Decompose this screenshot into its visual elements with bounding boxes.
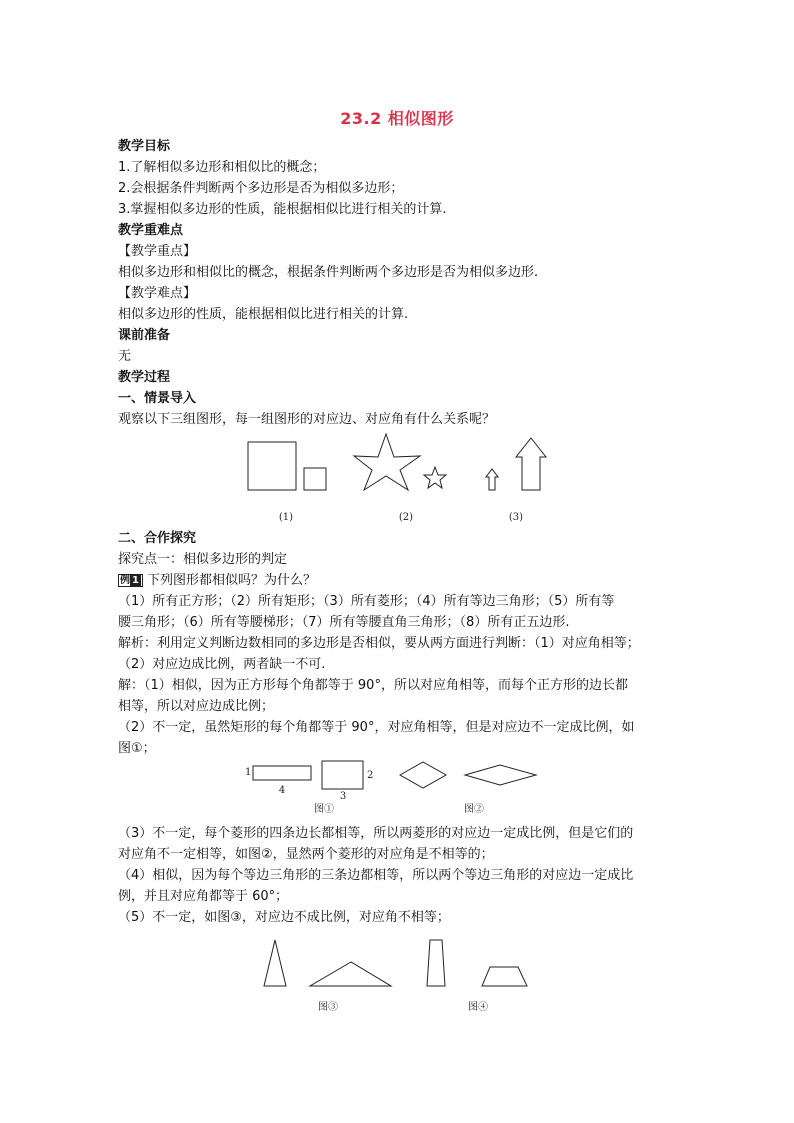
figures-3-4-svg bbox=[118, 928, 678, 1016]
rectangle-a bbox=[253, 766, 311, 780]
page-title: 23.2 相似图形 bbox=[340, 109, 454, 128]
rect-b-label-side: 2 bbox=[367, 770, 374, 781]
solution-3-line-2: 对应角不一定相等，如图②，显然两个菱形的对应角是不相等的； bbox=[118, 847, 494, 862]
focus-label: 【教学重点】 bbox=[118, 244, 197, 259]
caption-fig-3: 图③ bbox=[318, 1002, 338, 1013]
solution-4-line-2: 例，并且对应角都等于 60°； bbox=[118, 889, 289, 904]
solution-5-line-1: （5）不一定，如图③，对应边不成比例，对应角不相等； bbox=[118, 910, 450, 925]
large-square bbox=[248, 442, 296, 490]
solution-2-line-1: （2）不一定，虽然矩形的每个角都等于 90°，对应角相等，但是对应边不一定成比例，如 bbox=[118, 720, 635, 735]
goals-heading: 教学目标 bbox=[118, 139, 171, 154]
options-line-2: 腰三角形；（6）所有等腰梯形；（7）所有等腰直角三角形；（8）所有正五边形. bbox=[118, 615, 570, 630]
key-heading: 教学重难点 bbox=[118, 223, 184, 238]
goal-item-3: 3.掌握相似多边形的性质，能根据相似比进行相关的计算. bbox=[118, 202, 447, 217]
rect-a-label-side: 1 bbox=[245, 767, 252, 778]
rhombus-a bbox=[400, 762, 446, 788]
section1-text: 观察以下三组图形，每一组图形的对应边、对应角有什么关系呢？ bbox=[118, 412, 496, 427]
goal-item-2: 2.会根据条件判断两个多边形是否为相似多边形； bbox=[118, 181, 404, 196]
solution-3-line-1: （3）不一定，每个菱形的四条边长都相等，所以两菱形的对应边一定成比例，但是它们的 bbox=[118, 826, 634, 841]
rect-a-label-base: 4 bbox=[278, 785, 286, 796]
example-tag: 例 bbox=[120, 575, 130, 586]
tall-isosceles-trapezoid bbox=[427, 940, 445, 986]
process-heading: 教学过程 bbox=[118, 370, 171, 385]
analysis-line-2: （2）对应边成比例，两者缺一不可. bbox=[118, 657, 326, 672]
explore-point-1: 探究点一：相似多边形的判定 bbox=[118, 552, 288, 567]
wide-isosceles-trapezoid bbox=[482, 967, 527, 986]
caption-group-1: (1) bbox=[278, 512, 294, 523]
example-1-question bbox=[118, 570, 678, 591]
section2-heading: 二、合作探究 bbox=[118, 531, 197, 546]
small-square bbox=[304, 468, 326, 490]
caption-group-2: (2) bbox=[398, 512, 414, 523]
prep-heading: 课前准备 bbox=[118, 328, 171, 343]
solution-1-line-2: 相等，所以对应边成比例； bbox=[118, 699, 275, 714]
section1-heading: 一、情景导入 bbox=[118, 391, 197, 406]
figures-3-4 bbox=[118, 928, 678, 1016]
tall-isosceles-triangle bbox=[264, 940, 286, 986]
figures-1-2 bbox=[118, 759, 678, 823]
figures-1-2-svg bbox=[118, 759, 678, 823]
caption-fig-4: 图④ bbox=[468, 1002, 488, 1013]
caption-fig-1: 图① bbox=[314, 804, 334, 815]
solution-1-line-1: 解：（1）相似，因为正方形每个角都等于 90°，所以对应角相等，而每个正方形的边长都 bbox=[118, 678, 628, 693]
intro-figures-svg bbox=[118, 430, 678, 528]
wide-isosceles-triangle bbox=[310, 962, 391, 986]
small-star bbox=[424, 467, 446, 488]
large-star bbox=[354, 434, 420, 490]
example-number: 1 bbox=[132, 575, 139, 586]
difficulty-text: 相似多边形的性质，能根据相似比进行相关的计算. bbox=[118, 307, 409, 322]
example-question-text: 下列图形都相似吗？为什么？ bbox=[146, 573, 316, 588]
focus-text: 相似多边形和相似比的概念，根据条件判断两个多边形是否为相似多边形. bbox=[118, 265, 539, 280]
analysis-line-1: 解析：利用定义判断边数相同的多边形是否相似，要从两方面进行判断：（1）对应角相等； bbox=[118, 636, 640, 651]
large-arrow bbox=[516, 438, 546, 490]
solution-2-line-2: 图①； bbox=[118, 741, 156, 756]
intro-figures bbox=[118, 430, 678, 528]
prep-text: 无 bbox=[118, 349, 132, 364]
small-arrow bbox=[486, 469, 498, 490]
caption-fig-2: 图② bbox=[464, 804, 484, 815]
rect-b-label-base: 3 bbox=[339, 791, 347, 802]
example-badge bbox=[118, 574, 143, 587]
options-line-1: （1）所有正方形；（2）所有矩形；（3）所有菱形；（4）所有等边三角形；（5）所有等 bbox=[118, 594, 615, 609]
rhombus-b bbox=[465, 765, 536, 785]
document-body bbox=[118, 136, 678, 1016]
caption-group-3: (3) bbox=[508, 512, 524, 523]
solution-4-line-1: （4）相似，因为每个等边三角形的三条边都相等，所以两个等边三角形的对应边一定成比 bbox=[118, 868, 634, 883]
rectangle-b bbox=[322, 761, 363, 789]
difficulty-label: 【教学难点】 bbox=[118, 286, 197, 301]
goal-item-1: 1.了解相似多边形和相似比的概念； bbox=[118, 160, 326, 175]
